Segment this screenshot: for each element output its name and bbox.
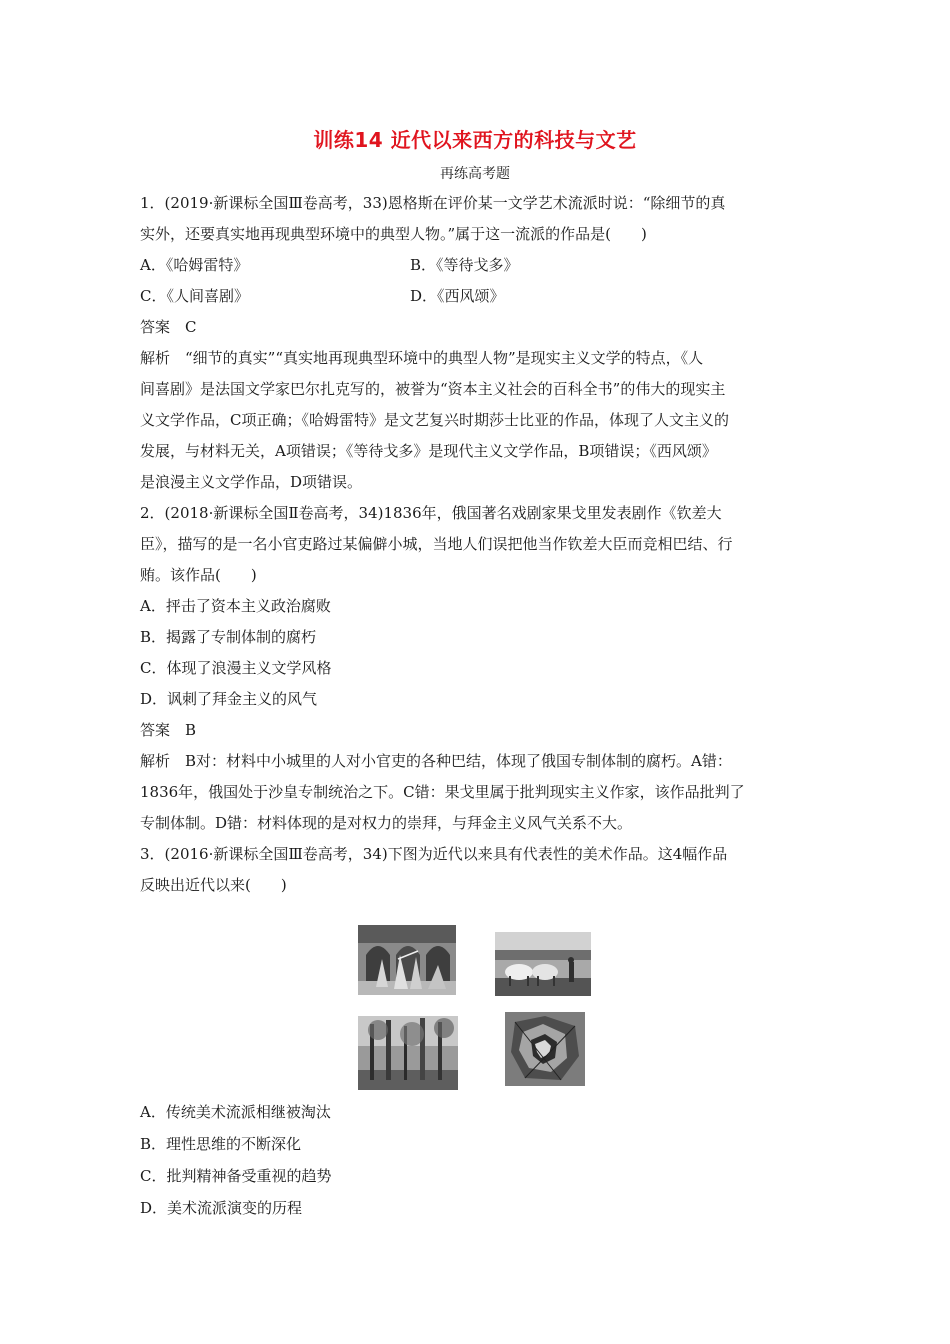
page-title: 训练14 近代以来西方的科技与文艺 [313, 128, 637, 152]
q2-analysis-line: 专制体制。D错：材料体现的是对权力的崇拜，与拜金主义风气关系不大。 [140, 814, 633, 832]
q1-analysis-line: 是浪漫主义文学作品，D项错误。 [140, 473, 363, 491]
q1-options-row1 [140, 250, 812, 281]
q3-stem-line1: 3．(2016·新课标全国Ⅲ卷高考，34)下图为近代以来具有代表性的美术作品。这4幅作品 [140, 845, 728, 863]
q2-stem-line: 贿。该作品( ) [140, 566, 257, 584]
q1-analysis-line: 间喜剧》是法国文学家巴尔扎克写的，被誉为“资本主义社会的百科全书”的伟大的现实主 [140, 380, 726, 398]
q3-option-c: C．批判精神备受重视的趋势 [140, 1167, 332, 1185]
q3-option-b: B．理性思维的不断深化 [140, 1135, 302, 1153]
section-subtitle: 再练高考题 [440, 166, 510, 182]
question-body [140, 188, 812, 901]
q1-analysis-line: 义文学作品，C项正确；《哈姆雷特》是文艺复兴时期莎士比亚的作品，体现了人文主义的 [140, 411, 729, 429]
q1-stem-line1: 1．(2019·新课标全国Ⅲ卷高考，33)恩格斯在评价某一文学艺术流派时说：“除细节的真 [140, 194, 726, 212]
q1-analysis-line: 发展，与材料无关，A项错误；《等待戈多》是现代主义文学作品，B项错误；《西风颂》 [140, 442, 717, 460]
q1-option-b: B．《等待戈多》 [410, 256, 519, 274]
q3-options [140, 1096, 812, 1224]
artwork-neoclassical-image [358, 925, 456, 995]
q1-analysis-line: 解析 “细节的真实”“真实地再现典型环境中的典型人物”是现实主义文学的特点，《人 [140, 349, 704, 367]
q2-stem-line: 2．(2018·新课标全国Ⅱ卷高考，34)1836年，俄国著名戏剧家果戈里发表剧作《钦差大 [140, 504, 722, 522]
q2-analysis-line: 解析 B对：材料中小城里的人对小官吏的各种巴结，体现了俄国专制体制的腐朽。A错： [140, 752, 732, 770]
q3-option-a: A．传统美术流派相继被淘汰 [140, 1103, 331, 1121]
q2-option-c: C．体现了浪漫主义文学风格 [140, 659, 332, 677]
q1-answer: 答案 C [140, 318, 197, 336]
artwork-impressionist-image [358, 1016, 458, 1090]
q1-option-a: A．《哈姆雷特》 [140, 256, 249, 274]
q2-option-d: D．讽刺了拜金主义的风气 [140, 690, 318, 708]
q2-analysis-line: 1836年，俄国处于沙皇专制统治之下。C错：果戈里属于批判现实主义作家，该作品批判了 [140, 783, 745, 801]
q2-option-b: B．揭露了专制体制的腐朽 [140, 628, 317, 646]
q1-option-c: C．《人间喜剧》 [140, 287, 249, 305]
artwork-modernist-image [505, 1012, 585, 1086]
q2-answer: 答案 B [140, 721, 197, 739]
q1-options-row2 [140, 281, 812, 312]
artwork-realist-image [495, 932, 591, 996]
q3-option-d: D．美术流派演变的历程 [140, 1199, 303, 1217]
artwork-figure [358, 925, 598, 1091]
q1-option-d: D．《西风颂》 [410, 287, 505, 305]
q2-stem-line: 臣》，描写的是一名小官吏路过某偏僻小城，当地人们误把他当作钦差大臣而竞相巴结、行 [140, 535, 733, 553]
q3-stem-line2: 反映出近代以来( ) [140, 876, 287, 894]
q2-option-a: A．抨击了资本主义政治腐败 [140, 597, 331, 615]
q1-stem-line2: 实外，还要真实地再现典型环境中的典型人物。”属于这一流派的作品是( ) [140, 225, 647, 243]
